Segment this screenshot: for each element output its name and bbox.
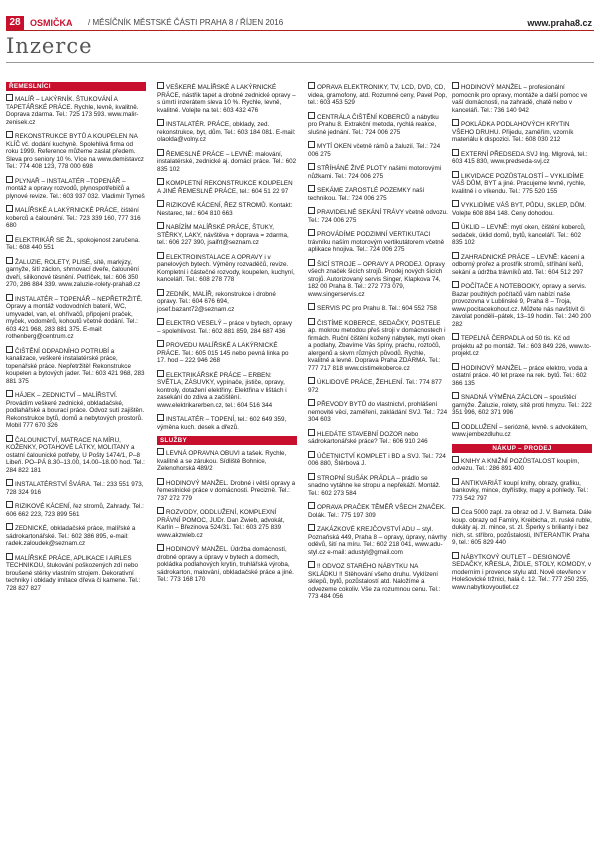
checkbox-bullet-icon bbox=[452, 171, 459, 178]
checkbox-bullet-icon bbox=[452, 333, 459, 340]
classified-ad bbox=[308, 207, 448, 226]
checkbox-bullet-icon bbox=[157, 178, 164, 185]
classified-ad bbox=[452, 507, 592, 549]
checkbox-bullet-icon bbox=[6, 346, 13, 353]
classified-ad bbox=[308, 112, 448, 139]
checkbox-bullet-icon bbox=[6, 501, 13, 508]
ad-text: SERVIS PC pro Prahu 8. Tel.: 604 552 758 bbox=[317, 305, 437, 312]
checkbox-bullet-icon bbox=[157, 252, 164, 259]
checkbox-bullet-icon bbox=[6, 131, 13, 138]
checkbox-bullet-icon bbox=[308, 112, 315, 119]
checkbox-bullet-icon bbox=[157, 149, 164, 156]
classified-ad bbox=[157, 119, 297, 146]
checkbox-bullet-icon bbox=[308, 207, 315, 214]
classified-ad bbox=[308, 185, 448, 204]
ad-text: PROVEDU MALÍŘSKÉ A LAKÝRNICKÉ PRÁCE. Tel.: 605 015 145 nebo pevná linka po 17. hod – 222 946 268 bbox=[157, 342, 289, 364]
checkbox-bullet-icon bbox=[157, 414, 164, 421]
classified-ad bbox=[157, 544, 297, 586]
checkbox-bullet-icon bbox=[308, 524, 315, 531]
classified-ad bbox=[157, 414, 297, 433]
ad-text: ČISTÍME KOBERCE, SEDAČKY, POSTELE ap. mokrou metodou přeš stroji v domácnostech i firmách. Ruční čištění kožený nábytek, mytí oken a podlahy, Zbavíme Vás špíny, prachu, roztočů, alergenů a skvrn různých původů. Rychle, kvalitně a levně. Doprava Praha ZDARMA. Tel.: 777 717 818 www.cistimekoberce.cz bbox=[308, 319, 446, 372]
checkbox-bullet-icon bbox=[452, 552, 459, 559]
classified-ad bbox=[6, 479, 146, 498]
classified-ad bbox=[308, 377, 448, 396]
ad-text: SNADNÁ VÝMĚNA ZÁCLON – spouštěcí garnýže. Žaluzie, rolety, sítě proti hmyzu. Tel.: 222 351 996, 602 371 996 bbox=[452, 394, 592, 416]
classified-ad bbox=[6, 94, 146, 128]
checkbox-bullet-icon bbox=[157, 507, 164, 514]
checkbox-bullet-icon bbox=[6, 257, 13, 264]
magazine-brand: OSMIČKA bbox=[30, 18, 73, 28]
ad-text: Cca 5000 zapl. za obraz od J. V. Barneta. Dále koup. obrazy od Famíry, Kreibicha, zl. ruské ruble, dukáty aj. zl. mince, st. zl. Šperky s brilianty i bez nich, st. stříbro, pozůstalosti, INTERANTIK Praha 9, tel.: 605 829 440 bbox=[452, 509, 592, 546]
ad-text: TEPELNÁ ČERPADLA od 50 tis. Kč od projektu až po montáž. Tel.: 603 849 226, www.tc-projekt.cz bbox=[452, 335, 592, 357]
ad-text: LEVNÁ OPRAVNA OBUVI a tašek. Rychle, kvalitně a se zárukou. Sídliště Bohnice, Zelenohorská 489/2 bbox=[157, 450, 287, 472]
classified-ad bbox=[157, 340, 297, 367]
classified-ad bbox=[6, 523, 146, 550]
ad-text: KOMPLETNÍ REKONSTRUKCE KOUPELEN A JINÉ ŘEMESLNÉ PRÁCE, tel.: 604 51 22 97 bbox=[157, 180, 293, 195]
classified-ad bbox=[452, 422, 592, 441]
checkbox-bullet-icon bbox=[308, 451, 315, 458]
checkbox-bullet-icon bbox=[308, 429, 315, 436]
header-subtitle: / MĚSÍČNÍK MĚSTSKÉ ČÁSTI PRAHA 8 / ŘÍJEN 2016 bbox=[88, 18, 284, 27]
ad-text: KNIHY A KNIŽNÍ POZŮSTALOST koupím, odvezu. Tel.: 286 891 400 bbox=[452, 457, 580, 472]
column-4 bbox=[452, 82, 592, 596]
ad-text: ŘEMESLNÉ PRÁCE – LEVNĚ: malování, instalatérské, zednické aj. domácí práce. Tel.: 602 835 102 bbox=[157, 150, 297, 173]
classified-ad bbox=[157, 149, 297, 176]
ad-text: CENTRÁLA ČIŠTĚNÍ KOBERCŮ a nábytku pro Prahu 8. Extrakční metoda, rychlá reakce, slušné jednání. Tel.: 724 006 275 bbox=[308, 113, 439, 136]
checkbox-bullet-icon bbox=[6, 205, 13, 212]
classified-ad bbox=[452, 478, 592, 505]
ad-text: ROZVODY, ODDLUŽENÍ, KOMPLEXNÍ PRÁVNÍ POMOC, JUDr. Dan Zwieb, advokát, Karlín – Březinova 524/31. Tel.: 603 275 839 www.akzwieb.cz bbox=[157, 509, 285, 539]
classified-ad bbox=[308, 451, 448, 470]
classified-ad bbox=[6, 346, 146, 388]
classified-ad bbox=[308, 502, 448, 521]
column-1 bbox=[6, 82, 146, 597]
ad-text: PŘEVODY BYTŮ do vlastnictví, prohlášení nemovité věci, zaměření, zakládání SVJ. Tel.: 724 304 603 bbox=[308, 401, 448, 423]
ad-text: OPRAVA PRAČEK TĚMĚŘ VŠECH ZNAČEK. Dolák. Tel.: 775 197 309 bbox=[308, 504, 446, 519]
ad-text: PROVÁDÍME PODZIMNÍ VERTIKUTACI trávníku naším motorovým vertikutátorem včetně aplikace hnojiva. Tel.: 724 006 275 bbox=[308, 231, 445, 253]
classified-ad bbox=[452, 119, 592, 146]
checkbox-bullet-icon bbox=[452, 119, 459, 126]
ad-text: ÚKLIDOVÉ PRÁCE, ŽEHLENÍ. Tel.: 774 877 972 bbox=[308, 379, 442, 394]
ad-text: HODINOVÝ MANŽEL. Drobné i větší opravy a řemeslnické práce v domácnosti. Precizně. Tel.: 737 272 779 bbox=[157, 479, 296, 502]
checkbox-bullet-icon bbox=[157, 119, 164, 126]
classified-ad bbox=[452, 149, 592, 168]
checkbox-bullet-icon bbox=[308, 185, 315, 192]
classified-ad bbox=[6, 257, 146, 291]
checkbox-bullet-icon bbox=[308, 561, 315, 568]
ad-text: POKLÁDKA PODLAHOVÝCH KRYTIN VŠEHO DRUHU. Přijedu, zaměřím, vzorník materiálu k dispozici. Tel.: 608 030 212 bbox=[452, 121, 574, 143]
classified-ad bbox=[157, 252, 297, 286]
checkbox-bullet-icon bbox=[452, 392, 459, 399]
ad-text: HODINOVÝ MANŽEL – profesionální pomocník pro opravy, montáže a další pomoc ve vaší domácnosti, na zahradě, chatě nebo v kanceláři. Tel.: 736 140 942 bbox=[452, 84, 588, 114]
ad-text: ČIŠTĚNÍ ODPADNÍHO POTRUBÍ a kanalizace, veškeré instalatérské práce, topenářské práce. Nepřetržitě! Rekonstrukce koupelen a bytových jader. Tel.: 603 421 968, 283 881 375 bbox=[6, 347, 145, 385]
ad-text: ÚČETNICTVÍ KOMPLET i BD a SVJ. Tel.: 724 006 880, Štěrbová J. bbox=[308, 452, 446, 467]
classified-ad bbox=[157, 478, 297, 505]
checkbox-bullet-icon bbox=[452, 200, 459, 207]
ad-text: RIZIKOVÉ KÁCENÍ, ŘEZ STROMŮ. Kontakt: Nestarec, tel.: 604 810 663 bbox=[157, 202, 293, 217]
ad-text: !! ODVOZ STARÉHO NÁBYTKU NA SKLÁDKU !! Stěhování všeho druhu. Vyklízení sklepů, bytů, pozůstalostí atd. Naložíme a odvezeme cokoliv. Vše za rozumnou cenu. Tel.: 773 484 056 bbox=[308, 563, 441, 600]
classified-ad bbox=[308, 229, 448, 256]
category-header: ŘEMESLNÍCI bbox=[6, 82, 146, 91]
classified-ad bbox=[6, 176, 146, 203]
ad-text: ZEDNÍK, MALÍŘ, rekonstrukce i drobné opravy. Tel.: 604 676 694, josef.bazant72@seznam.cz bbox=[157, 290, 276, 313]
classified-ad bbox=[452, 200, 592, 219]
ad-text: NABÍZÍM MALÍŘSKÉ PRÁCE, ŠTUKY, STĚRKY, LAKY, návštěva + doprava = zdarma, tel.: 606 227 390, jsaifrt@seznam.cz bbox=[157, 224, 289, 246]
ad-text: INSTALATÉR. PRÁCE, obklady, zed. rekonstrukce, byt, dům. Tel.: 603 184 081. E-mail: olaolda@volny.cz bbox=[157, 121, 296, 143]
classified-ad bbox=[157, 448, 297, 475]
checkbox-bullet-icon bbox=[308, 502, 315, 509]
classified-ad bbox=[452, 281, 592, 330]
checkbox-bullet-icon bbox=[157, 370, 164, 377]
classified-ad bbox=[308, 561, 448, 603]
classified-ad bbox=[452, 333, 592, 360]
ad-text: HLEDÁTE STAVEBNÍ DOZOR nebo sádrokartonářské práce? Tel.: 606 910 246 bbox=[308, 430, 428, 445]
ad-text: INSTALATÉR – TOPENÁŘ – NEPŘETRŽITĚ. Opravy a montáž vodovodních baterií, WC, umyvadel, van, el. ohřívačů, připojení praček, myček, vodoměrů, kohoutů včetně dodání. Tel.: 603 421 968, 283 881 375. E-mail: rothenberg@centrum.cz bbox=[6, 295, 143, 340]
checkbox-bullet-icon bbox=[308, 259, 315, 266]
ad-text: ŽALUZIE, ROLETY, PLISÉ, sítě, markýzy, garnyže, šití záclon, shrnovací dveře, čalounění dveří, silikonové těsnění. Petříček, tel.: 606 350 270, 286 884 339. www.zaluzie-rolety-praha8.cz bbox=[6, 258, 141, 288]
ad-text: LIKVIDACE POZŮSTALOSTÍ – VYKLIDÍME VÁŠ DŮM, BYT a jiné. Pracujeme levně, rychle, kvalitně i o víkendu. Tel.: 775 520 155 bbox=[452, 172, 586, 195]
ad-text: ELEKTROINSTALACE A OPRAVY i v panelových bytech. Výměny rozvaděčů, revize. Kompletní i částečné rozvody, koupelen, kuchyní, kanceláří. Tel.: 608 278 778 bbox=[157, 253, 295, 283]
column-3 bbox=[308, 82, 448, 606]
classified-ad bbox=[157, 178, 297, 197]
ad-text: RIZIKOVÉ KÁCENÍ, řez stromů, Zahrady. Tel.: 606 662 223, 723 899 561 bbox=[6, 503, 144, 518]
ad-text: ČALOUNICTVÍ, MATRACE NA MÍRU, KOŽENKY, POTAHOVÉ LÁTKY, MOLITANY a ostatní čalounické potřeby, U Pošty 1474/1, P–8 Libeň. PO–PÁ 8.30–13.00, 14.00–18.00 hod. Tel.: 284 822 181 bbox=[6, 436, 145, 474]
checkbox-bullet-icon bbox=[452, 478, 459, 485]
classified-ad bbox=[308, 163, 448, 182]
checkbox-bullet-icon bbox=[157, 318, 164, 325]
ad-text: ZAKÁZKOVÉ KREJČOVSTVÍ ADU – styl. Poznaňská 449, Praha 8 – opravy, úpravy, návrhy oděvů, šití na míru. Tel.: 602 218 041, www.adu-styl.cz e-mail: adustyl@gmail.com bbox=[308, 526, 447, 556]
classified-ad bbox=[6, 501, 146, 520]
checkbox-bullet-icon bbox=[452, 281, 459, 288]
checkbox-bullet-icon bbox=[452, 82, 459, 89]
checkbox-bullet-icon bbox=[157, 448, 164, 455]
classified-ad bbox=[157, 200, 297, 219]
classified-ad bbox=[157, 222, 297, 249]
checkbox-bullet-icon bbox=[6, 553, 13, 560]
classified-ad bbox=[452, 171, 592, 198]
ad-text: POČÍTAČE A NOTEBOOKY, opravy a servis. Bazar použitých počítačů vám nabízí naše provozovna v Lublinské 9, Praha 8 – Troja, www.pocitacekohout.cz. Můžete nás navštívit či zavolat pondělí–pátek, 13–19 hodin. Tel.: 240 200 282 bbox=[452, 283, 591, 328]
ad-text: VEŠKERÉ MALÍŘSKÉ A LAKÝRNICKÉ PRÁCE, nástřik tapet a drobné zednické opravy – s úmrtí inzerátem sleva 10 %. Rychle, levně, kvalitně. Volejte na tel.: 603 432 476 bbox=[157, 84, 296, 114]
classified-ad bbox=[452, 392, 592, 419]
checkbox-bullet-icon bbox=[6, 235, 13, 242]
ad-text: ZAHRADNICKÉ PRÁCE – LEVNĚ: kácení a odborný prořez a prostřik stromů, stříhání keřů, sekání a údržba trávníků atd. Tel.: 604 512 297 bbox=[452, 253, 585, 276]
classified-ad bbox=[452, 252, 592, 279]
ad-text: STROPNÍ SUŠÁK PRÁDLA – prádlo se snadno vytáhne ke stropu a nepřekáží. Montáž. Tel.: 602 273 584 bbox=[308, 474, 441, 497]
ad-text: ANTIKVARIÁT koupí knihy, obrazy, grafiku, bankovky, mince, čtyřlístky, mapy a pohledy. Tel.: 773 542 797 bbox=[452, 479, 589, 502]
ad-text: ELEKTRIKÁŘ SE ŽL, spokojenost zaručena. Tel.: 608 440 551 bbox=[6, 236, 140, 251]
classified-ad bbox=[452, 222, 592, 249]
checkbox-bullet-icon bbox=[6, 523, 13, 530]
checkbox-bullet-icon bbox=[452, 149, 459, 156]
checkbox-bullet-icon bbox=[308, 141, 315, 148]
title-divider bbox=[6, 62, 594, 63]
checkbox-bullet-icon bbox=[157, 289, 164, 296]
checkbox-bullet-icon bbox=[157, 222, 164, 229]
classified-ad bbox=[452, 363, 592, 390]
checkbox-bullet-icon bbox=[6, 176, 13, 183]
ad-text: INSTALATÉRSTVÍ ŠVÁRA. Tel.: 233 551 973, 728 324 916 bbox=[6, 481, 144, 496]
ad-text: INSTALATÉR – TOPENÍ, tel.: 602 649 359, výměna kuch. desek a dřezů. bbox=[157, 416, 287, 431]
ad-text: HODINOVÝ MANŽEL. Údržba domácností, drobné opravy a úpravy v bytech a domech, pokládka podlahových krytin, truhlářská výroba, sádrokarton, malování, obkladačské práce a jiné. Tel.: 773 168 170 bbox=[157, 546, 294, 583]
classified-ad bbox=[6, 294, 146, 343]
classified-ad bbox=[308, 429, 448, 448]
checkbox-bullet-icon bbox=[452, 456, 459, 463]
ad-text: MALÍŘ – LAKÝRNÍK. ŠTUKOVÁNÍ A TAPETÁŘSKÉ PRÁCE. Rychle, levně, kvalitně. Doprava zdarma. Tel.: 725 173 593. www.malir-zenisek.cz bbox=[6, 96, 139, 126]
checkbox-bullet-icon bbox=[6, 479, 13, 486]
page-number: 28 bbox=[6, 16, 24, 30]
ad-text: ŠICÍ STROJE – OPRAVY A PRODEJ. Opravy všech značek šicích strojů. Prodej nových šicích strojů. Autorizovaný servis Singer, Klapkova 74, 182 00 Praha 8. Tel.: 272 773 079, www.singerservis.cz bbox=[308, 260, 445, 298]
column-2 bbox=[157, 82, 297, 589]
classified-ad bbox=[157, 370, 297, 412]
page-header bbox=[6, 16, 594, 31]
classified-ad bbox=[157, 318, 297, 337]
checkbox-bullet-icon bbox=[308, 163, 315, 170]
classified-ad bbox=[308, 303, 448, 315]
checkbox-bullet-icon bbox=[452, 422, 459, 429]
checkbox-bullet-icon bbox=[6, 294, 13, 301]
classified-ad bbox=[308, 318, 448, 375]
classified-ad bbox=[6, 390, 146, 432]
ad-text: ODDLUŽENÍ – seriózně, levně. s advokátem, www.jembezdluhu.cz bbox=[452, 423, 588, 438]
checkbox-bullet-icon bbox=[308, 82, 315, 89]
classified-ad bbox=[6, 435, 146, 477]
classified-ad bbox=[308, 82, 448, 109]
checkbox-bullet-icon bbox=[157, 478, 164, 485]
classified-ad bbox=[157, 82, 297, 116]
ad-text: MYTÍ OKEN včetně rámů a žaluzií. Tel.: 724 006 275 bbox=[308, 143, 441, 158]
classified-ad bbox=[6, 235, 146, 254]
website-link[interactable]: www.praha8.cz bbox=[527, 18, 592, 28]
classified-ad bbox=[6, 205, 146, 232]
ad-text: VYKLIDÍME VÁŠ BYT, PŮDU, SKLEP, DŮM. Volejte 608 884 148. Ceny dohodou. bbox=[452, 202, 587, 217]
classified-ad bbox=[157, 289, 297, 316]
checkbox-bullet-icon bbox=[452, 507, 459, 514]
classified-ad bbox=[157, 507, 297, 541]
ad-text: PLYNAŘ – INSTALATÉR –TOPENÁŘ – montáž a opravy rozvodů, plynospotřebičů a plynové revize. Tel.: 603 937 032. Vladimír Tymeš bbox=[6, 177, 145, 200]
ad-text: NÁBYTKOVÝ OUTLET – DESIGNOVÉ SEDAČKY, KŘESLA, ŽIDLE, STOLY, KOMODY, v moderním i provence stylu atd. Nově otevřeno v Holešovické tržnici, hala č. 12. Tel.: 777 250 255, www.nabytkovyoutlet.cz bbox=[452, 553, 592, 591]
classified-ad bbox=[452, 82, 592, 116]
classified-ad bbox=[308, 259, 448, 301]
classified-ad bbox=[308, 399, 448, 426]
checkbox-bullet-icon bbox=[452, 222, 459, 229]
checkbox-bullet-icon bbox=[308, 377, 315, 384]
classified-ad bbox=[308, 473, 448, 500]
ad-text: ELEKTRIKÁŘSKÉ PRÁCE – ERBEN: SVĚTLA, ZÁSUVKY, vypínače, jističe, opravy, kontroly, dotažení elektřiny. Elektřina v lištách i zasekání do zdiva a začištění. www.elektrikarerben.cz, tel.: 604 516 344 bbox=[157, 371, 287, 409]
checkbox-bullet-icon bbox=[308, 303, 315, 310]
category-header: NÁKUP – PRODEJ bbox=[452, 444, 592, 453]
ad-text: SEKÁME ZAROSTLÉ POZEMKY naší technikou. Tel.: 724 006 275 bbox=[308, 187, 425, 202]
classified-ad bbox=[308, 524, 448, 558]
ad-text: STŘÍHÁNÉ ŽIVÉ PLOTY našimi motorovými nůžkami. Tel.: 724 006 275 bbox=[308, 165, 442, 180]
classified-ad bbox=[452, 456, 592, 475]
category-header: SLUŽBY bbox=[157, 436, 297, 445]
checkbox-bullet-icon bbox=[157, 82, 164, 89]
classified-ad bbox=[6, 131, 146, 173]
ad-text: REKONSTRUKCE BYTŮ A KOUPELEN NA KLÍČ vč. dodání kuchyně. Spolehlivá firma od roku 1999. Reference můžeme zaslat předem. Sleva pro seniory 10 %. Více na www.demistavcz Tel.: 774 408 123, 778 000 698 bbox=[6, 133, 144, 170]
checkbox-bullet-icon bbox=[6, 94, 13, 101]
checkbox-bullet-icon bbox=[308, 318, 315, 325]
checkbox-bullet-icon bbox=[157, 340, 164, 347]
classified-ad bbox=[452, 552, 592, 594]
ad-text: MALÍŘSKÉ A LAKÝRNICKÉ PRÁCE, čištění koberců a čalounění. Tel.: 723 339 160, 777 316 680 bbox=[6, 207, 141, 229]
ad-text: ÚKLID – LEVNĚ: mytí oken, čištění koberců, sedaček, úklid domů, bytů, kanceláří. Tel.: 602 835 102 bbox=[452, 224, 586, 246]
checkbox-bullet-icon bbox=[308, 473, 315, 480]
classified-ad bbox=[6, 553, 146, 595]
ad-text: MALÍŘSKÉ PRÁCE, APLIKACE I AIRLES TECHNIKOU, štukování poškozených zdí nebo broušené stěrky vlastním strojem. Dekorativní techniky i obklady imitace dřeva či kamene. Tel.: 728 827 827 bbox=[6, 554, 141, 592]
checkbox-bullet-icon bbox=[452, 363, 459, 370]
checkbox-bullet-icon bbox=[308, 229, 315, 236]
checkbox-bullet-icon bbox=[157, 200, 164, 207]
ad-text: PRAVIDELNÉ SEKÁNÍ TRÁVY včetně odvozu. Tel.: 724 006 275 bbox=[308, 209, 448, 224]
page-title: Inzerce bbox=[6, 34, 93, 58]
ad-text: EXTERNÍ PŘEDSEDA SVJ Ing. Mlgrová, tel.: 603 415 830, www.predseda-svj.cz bbox=[452, 150, 588, 165]
ad-text: ELEKTRO VESELÝ – práce v bytech, opravy – spolehlivost. Tel.: 602 881 859, 284 687 436 bbox=[157, 320, 292, 335]
ad-text: ZEDNICKÉ, obkladačské práce, malířské a sádrokartonářské. Tel.: 602 386 895, e-mail: radek.zaloudek@seznam.cz bbox=[6, 525, 136, 547]
ad-text: HÁJEK – ZEDNICTVÍ – MALÍŘSTVÍ. Provádím veškeré zednické, obkladačské, podlahářské a bourací práce. Odvoz sutí zajištěn. Rekonstrukce bytů, domů a nebytových prostorů. Mobil 777 670 326 bbox=[6, 392, 145, 429]
checkbox-bullet-icon bbox=[6, 435, 13, 442]
checkbox-bullet-icon bbox=[308, 399, 315, 406]
checkbox-bullet-icon bbox=[452, 252, 459, 259]
ad-text: HODINOVÝ MANŽEL – práce elektro, voda a ostatní práce. 40 let praxe na rek. bytů. Tel.: 602 366 135 bbox=[452, 364, 588, 387]
checkbox-bullet-icon bbox=[6, 390, 13, 397]
checkbox-bullet-icon bbox=[157, 544, 164, 551]
ad-text: OPRAVA ELEKTRONIKY, TV, LCD, DVD, CD, videa, gramofony, atd. Rozumné ceny, Pavel Pop, tel.: 603 453 529 bbox=[308, 84, 448, 106]
classified-ad bbox=[308, 141, 448, 160]
